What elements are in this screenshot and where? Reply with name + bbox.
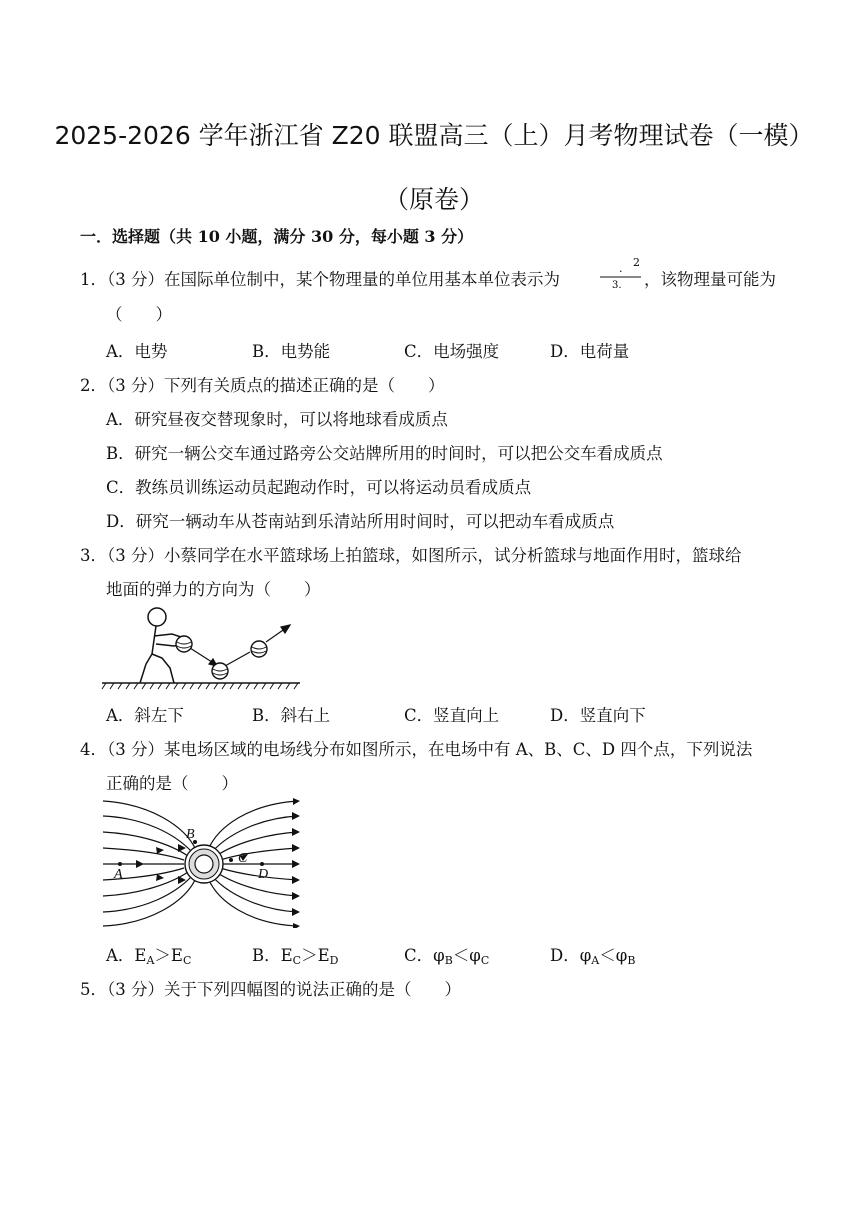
question-1-text-a: 1．（3 分）在国际单位制中，某个物理量的单位用基本单位表示为 [80, 270, 560, 289]
label-b: B [186, 827, 195, 842]
label-c: C [238, 851, 248, 866]
point-c [229, 858, 233, 862]
question-3-option-c: C．竖直向上 [404, 706, 500, 725]
point-d [260, 862, 264, 866]
question-4-option-a: A．$E_A>E_C$ [106, 946, 192, 967]
question-1-text-b: ，该物理量可能为 [644, 270, 776, 289]
question-2-option-b: B．研究一辆公交车通过路旁公交站牌所用的时间时，可以把公交车看成质点 [106, 444, 663, 463]
question-1-paren: （ ） [106, 305, 172, 324]
arrow-up-head [281, 625, 290, 633]
ground-hatching [102, 683, 298, 689]
question-5-text: 5．（3 分）关于下列四幅图的说法正确的是（ ） [80, 980, 461, 999]
question-4-text-line2: 正确的是（ ） [106, 774, 238, 793]
document-title-line2: （原卷） [383, 185, 484, 214]
player-front-leg [152, 654, 174, 683]
question-2-option-d: D．研究一辆动车从苍南站到乐清站所用时间时，可以把动车看成质点 [106, 512, 615, 531]
question-3-option-b: B．斜右上 [252, 706, 331, 725]
fraction-denominator: 3. [612, 280, 622, 290]
basketball-figure [100, 604, 305, 690]
section-header: 一．选择题（共 10 小题，满分 30 分，每小题 3 分） [80, 227, 474, 246]
question-4-option-c: C．$\varphi_B<\varphi_C$ [404, 946, 490, 967]
question-2-option-c: C．教练员训练运动员起跑动作时，可以将运动员看成质点 [106, 478, 532, 497]
label-d: D [258, 867, 269, 882]
question-1-option-c: C．电场强度 [404, 342, 500, 361]
charge-inner-hole [195, 855, 213, 873]
ball-path-up-1 [225, 652, 250, 666]
fraction-numerator: . [619, 262, 623, 275]
label-a: A [114, 867, 123, 882]
question-2-text: 2．（3 分）下列有关质点的描述正确的是（ ） [80, 376, 445, 395]
question-1-option-a: A．电势 [106, 342, 168, 361]
question-3-option-a: A．斜左下 [106, 706, 184, 725]
question-4-option-b: B．$E_C>E_D$ [252, 946, 339, 967]
point-a [118, 862, 122, 866]
fraction-exponent: 2 [633, 256, 640, 269]
question-1-option-d: D．电荷量 [550, 342, 630, 361]
question-3-option-d: D．竖直向下 [550, 706, 646, 725]
question-4-option-d: D．$\varphi_A<\varphi_B$ [550, 946, 636, 967]
question-2-option-a: A．研究昼夜交替现象时，可以将地球看成质点 [106, 410, 448, 429]
player-head [148, 608, 166, 626]
question-3-text-line2: 地面的弹力的方向为（ ） [106, 580, 321, 599]
question-3-text-line1: 3．（3 分）小蔡同学在水平篮球场上拍篮球，如图所示，试分析篮球与地面作用时，篮球给 [80, 546, 742, 565]
document-title-line1: 2025-2026 学年浙江省 Z20 联盟高三（上）月考物理试卷（一模） [54, 121, 814, 150]
question-4-text-line1: 4．（3 分）某电场区域的电场线分布如图所示，在电场中有 A、B、C、D 四个点，下列说法 [80, 740, 753, 759]
question-1-option-b: B．电势能 [252, 342, 331, 361]
unit-fraction [599, 256, 643, 290]
electric-field-figure [100, 798, 305, 928]
